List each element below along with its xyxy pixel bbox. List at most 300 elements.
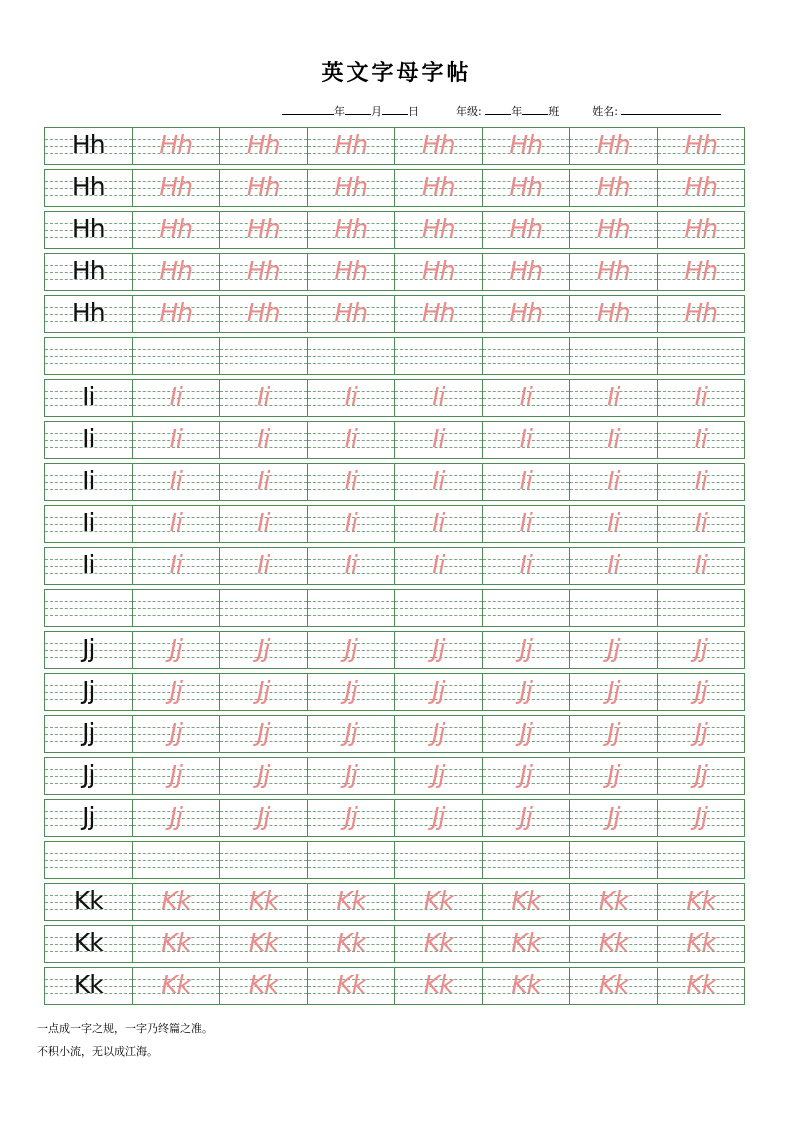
trace-cell[interactable] — [308, 380, 396, 416]
trace-cell[interactable] — [570, 170, 658, 206]
model-letter: Kk — [73, 886, 103, 915]
guide-line — [658, 356, 745, 357]
trace-letter: Hh — [596, 214, 630, 243]
trace-letter: Kk — [161, 886, 191, 915]
practice-grid — [44, 127, 745, 1009]
trace-letter: Ii — [257, 382, 270, 411]
trace-cell[interactable] — [658, 632, 745, 668]
trace-letter: Jj — [432, 634, 445, 663]
trace-cell[interactable] — [570, 758, 658, 794]
trace-cell[interactable] — [395, 464, 483, 500]
guide-line — [133, 615, 220, 616]
trace-cell[interactable] — [308, 464, 396, 500]
trace-cell[interactable] — [483, 296, 571, 332]
model-cell[interactable] — [45, 296, 133, 332]
model-letter: Ii — [82, 550, 95, 579]
trace-cell[interactable] — [308, 758, 396, 794]
trace-cell[interactable] — [483, 968, 571, 1004]
trace-letter: Ii — [432, 382, 445, 411]
trace-cell[interactable] — [395, 128, 483, 164]
trace-letter: Hh — [334, 214, 368, 243]
trace-letter: Hh — [509, 214, 543, 243]
trace-letter: Hh — [684, 172, 718, 201]
guide-line — [395, 356, 482, 357]
trace-letter: Jj — [344, 676, 357, 705]
trace-letter: Ii — [694, 382, 707, 411]
trace-cell[interactable] — [133, 716, 221, 752]
trace-letter: Hh — [421, 298, 455, 327]
footer-quote-1: 一点成一字之规，一字乃终篇之准。 — [37, 1022, 213, 1035]
trace-cell[interactable] — [658, 338, 745, 374]
trace-cell[interactable] — [658, 926, 745, 962]
guide-line — [658, 601, 745, 602]
trace-cell[interactable] — [395, 338, 483, 374]
guide-line — [220, 867, 307, 868]
model-cell[interactable] — [45, 380, 133, 416]
trace-cell[interactable] — [570, 842, 658, 878]
trace-cell[interactable] — [395, 380, 483, 416]
trace-cell[interactable] — [395, 926, 483, 962]
footer-quote-2: 不积小流，无以成江海。 — [37, 1045, 158, 1058]
trace-cell[interactable] — [658, 170, 745, 206]
guide-line — [45, 860, 132, 861]
trace-cell[interactable] — [133, 128, 221, 164]
trace-cell[interactable] — [133, 254, 221, 290]
model-cell[interactable] — [45, 884, 133, 920]
trace-cell[interactable] — [570, 212, 658, 248]
trace-cell[interactable] — [220, 590, 308, 626]
trace-cell[interactable] — [395, 632, 483, 668]
trace-cell[interactable] — [570, 884, 658, 920]
trace-letter: Hh — [246, 256, 280, 285]
trace-cell[interactable] — [483, 380, 571, 416]
model-cell[interactable] — [45, 968, 133, 1004]
trace-cell[interactable] — [308, 842, 396, 878]
trace-cell[interactable] — [658, 758, 745, 794]
trace-cell[interactable] — [570, 128, 658, 164]
trace-cell[interactable] — [483, 590, 571, 626]
model-cell[interactable] — [45, 674, 133, 710]
trace-cell[interactable] — [395, 548, 483, 584]
trace-cell[interactable] — [570, 800, 658, 836]
trace-cell[interactable] — [570, 254, 658, 290]
guide-line — [570, 867, 657, 868]
model-cell[interactable] — [45, 338, 133, 374]
trace-cell[interactable] — [308, 926, 396, 962]
trace-cell[interactable] — [308, 296, 396, 332]
trace-letter: Ii — [169, 550, 182, 579]
trace-cell[interactable] — [220, 968, 308, 1004]
trace-cell[interactable] — [308, 170, 396, 206]
trace-letter: Jj — [169, 760, 182, 789]
trace-cell[interactable] — [395, 212, 483, 248]
trace-letter: Kk — [598, 886, 628, 915]
trace-letter: Jj — [257, 718, 270, 747]
trace-letter: Hh — [159, 256, 193, 285]
trace-cell[interactable] — [308, 422, 396, 458]
trace-letter: Jj — [344, 718, 357, 747]
trace-cell[interactable] — [133, 506, 221, 542]
trace-cell[interactable] — [395, 590, 483, 626]
trace-cell[interactable] — [658, 800, 745, 836]
model-letter: Jj — [82, 802, 95, 831]
trace-cell[interactable] — [308, 506, 396, 542]
trace-cell[interactable] — [133, 170, 221, 206]
trace-cell[interactable] — [483, 212, 571, 248]
trace-cell[interactable] — [570, 548, 658, 584]
trace-cell[interactable] — [308, 590, 396, 626]
trace-cell[interactable] — [308, 212, 396, 248]
guide-line — [133, 349, 220, 350]
trace-cell[interactable] — [220, 464, 308, 500]
trace-cell[interactable] — [220, 926, 308, 962]
guide-line — [220, 356, 307, 357]
trace-cell[interactable] — [133, 464, 221, 500]
trace-cell[interactable] — [483, 632, 571, 668]
trace-cell[interactable] — [570, 590, 658, 626]
guide-line — [45, 867, 132, 868]
guide-line — [658, 349, 745, 350]
practice-row — [44, 379, 745, 417]
trace-letter: Hh — [159, 298, 193, 327]
trace-cell[interactable] — [570, 422, 658, 458]
trace-letter: Jj — [169, 718, 182, 747]
trace-letter: Kk — [511, 970, 541, 999]
trace-letter: Hh — [159, 172, 193, 201]
practice-row — [44, 547, 745, 585]
practice-row — [44, 463, 745, 501]
day-label: 日 — [408, 105, 419, 118]
trace-cell[interactable] — [570, 338, 658, 374]
model-cell[interactable] — [45, 464, 133, 500]
trace-cell[interactable] — [658, 884, 745, 920]
trace-cell[interactable] — [220, 254, 308, 290]
model-cell[interactable] — [45, 212, 133, 248]
trace-cell[interactable] — [308, 254, 396, 290]
trace-cell[interactable] — [658, 674, 745, 710]
day-blank[interactable] — [382, 103, 408, 115]
trace-cell[interactable] — [220, 842, 308, 878]
model-cell[interactable] — [45, 590, 133, 626]
guide-line — [220, 601, 307, 602]
trace-cell[interactable] — [220, 548, 308, 584]
trace-letter: Jj — [519, 760, 532, 789]
trace-cell[interactable] — [395, 506, 483, 542]
trace-cell[interactable] — [220, 170, 308, 206]
class-label: 班 — [548, 105, 560, 118]
trace-letter: Jj — [694, 802, 707, 831]
trace-letter: Ii — [344, 424, 357, 453]
month-blank[interactable] — [345, 103, 371, 115]
practice-row — [44, 883, 745, 921]
model-cell[interactable] — [45, 758, 133, 794]
trace-cell[interactable] — [570, 716, 658, 752]
trace-letter: Jj — [432, 718, 445, 747]
guide-line — [483, 853, 570, 854]
trace-letter: Hh — [421, 130, 455, 159]
trace-cell[interactable] — [658, 128, 745, 164]
trace-cell[interactable] — [133, 548, 221, 584]
trace-cell[interactable] — [483, 926, 571, 962]
trace-cell[interactable] — [308, 968, 396, 1004]
trace-cell[interactable] — [483, 254, 571, 290]
trace-cell[interactable] — [658, 590, 745, 626]
trace-cell[interactable] — [220, 674, 308, 710]
trace-letter: Ii — [432, 508, 445, 537]
model-letter: Jj — [82, 718, 95, 747]
guide-line — [395, 608, 482, 609]
trace-cell[interactable] — [220, 716, 308, 752]
guide-line — [220, 608, 307, 609]
trace-cell[interactable] — [483, 800, 571, 836]
trace-letter: Ii — [257, 466, 270, 495]
model-cell[interactable] — [45, 632, 133, 668]
trace-cell[interactable] — [658, 296, 745, 332]
trace-cell[interactable] — [658, 968, 745, 1004]
model-cell[interactable] — [45, 926, 133, 962]
model-letter: Kk — [73, 928, 103, 957]
trace-letter: Hh — [596, 172, 630, 201]
model-letter: Jj — [82, 634, 95, 663]
trace-cell[interactable] — [395, 254, 483, 290]
model-cell[interactable] — [45, 506, 133, 542]
trace-cell[interactable] — [395, 758, 483, 794]
trace-cell[interactable] — [220, 758, 308, 794]
trace-cell[interactable] — [483, 884, 571, 920]
trace-letter: Jj — [694, 634, 707, 663]
trace-cell[interactable] — [658, 548, 745, 584]
guide-line — [45, 601, 132, 602]
trace-cell[interactable] — [483, 506, 571, 542]
trace-cell[interactable] — [395, 170, 483, 206]
trace-cell[interactable] — [395, 296, 483, 332]
trace-letter: Hh — [509, 130, 543, 159]
trace-cell[interactable] — [395, 716, 483, 752]
trace-cell[interactable] — [395, 884, 483, 920]
trace-letter: Kk — [161, 928, 191, 957]
guide-line — [570, 601, 657, 602]
trace-letter: Jj — [432, 760, 445, 789]
trace-letter: Ii — [694, 508, 707, 537]
blank-practice-row — [44, 841, 745, 879]
trace-letter: Kk — [161, 970, 191, 999]
model-cell[interactable] — [45, 548, 133, 584]
trace-cell[interactable] — [658, 506, 745, 542]
trace-cell[interactable] — [483, 464, 571, 500]
trace-cell[interactable] — [133, 842, 221, 878]
trace-cell[interactable] — [220, 380, 308, 416]
name-blank[interactable] — [621, 103, 721, 115]
trace-cell[interactable] — [570, 674, 658, 710]
trace-cell[interactable] — [483, 674, 571, 710]
trace-letter: Hh — [246, 214, 280, 243]
practice-row — [44, 127, 745, 165]
guide-line — [570, 363, 657, 364]
model-letter: Kk — [73, 970, 103, 999]
grade-year-blank[interactable] — [485, 103, 511, 115]
model-letter: Ii — [82, 508, 95, 537]
trace-letter: Jj — [607, 634, 620, 663]
trace-cell[interactable] — [658, 464, 745, 500]
model-cell[interactable] — [45, 422, 133, 458]
trace-cell[interactable] — [220, 296, 308, 332]
trace-cell[interactable] — [658, 254, 745, 290]
trace-cell[interactable] — [395, 842, 483, 878]
trace-cell[interactable] — [133, 800, 221, 836]
trace-cell[interactable] — [133, 758, 221, 794]
trace-letter: Jj — [607, 676, 620, 705]
guide-line — [483, 356, 570, 357]
trace-cell[interactable] — [658, 422, 745, 458]
trace-cell[interactable] — [220, 212, 308, 248]
guide-line — [308, 349, 395, 350]
guide-line — [658, 853, 745, 854]
practice-row — [44, 253, 745, 291]
trace-cell[interactable] — [308, 716, 396, 752]
trace-letter: Kk — [686, 928, 716, 957]
trace-cell[interactable] — [133, 968, 221, 1004]
trace-cell[interactable] — [483, 758, 571, 794]
model-cell[interactable] — [45, 170, 133, 206]
trace-letter: Hh — [596, 298, 630, 327]
trace-cell[interactable] — [220, 800, 308, 836]
trace-cell[interactable] — [220, 422, 308, 458]
trace-cell[interactable] — [658, 212, 745, 248]
trace-letter: Ii — [607, 424, 620, 453]
trace-letter: Jj — [607, 718, 620, 747]
trace-cell[interactable] — [570, 464, 658, 500]
trace-cell[interactable] — [308, 128, 396, 164]
trace-cell[interactable] — [570, 926, 658, 962]
trace-cell[interactable] — [308, 674, 396, 710]
guide-line — [483, 608, 570, 609]
trace-letter: Kk — [598, 970, 628, 999]
trace-cell[interactable] — [133, 338, 221, 374]
trace-letter: Jj — [257, 634, 270, 663]
guide-line — [395, 349, 482, 350]
trace-cell[interactable] — [483, 422, 571, 458]
guide-line — [133, 608, 220, 609]
class-blank[interactable] — [522, 103, 548, 115]
guide-line — [483, 363, 570, 364]
trace-cell[interactable] — [133, 632, 221, 668]
trace-letter: Kk — [336, 970, 366, 999]
trace-cell[interactable] — [220, 884, 308, 920]
trace-letter: Ii — [169, 508, 182, 537]
trace-letter: Ii — [344, 466, 357, 495]
trace-cell[interactable] — [570, 296, 658, 332]
practice-row — [44, 967, 745, 1005]
year-blank[interactable] — [282, 103, 334, 115]
trace-letter: Jj — [257, 760, 270, 789]
model-letter: Hh — [71, 130, 105, 159]
trace-cell[interactable] — [483, 842, 571, 878]
trace-cell[interactable] — [570, 968, 658, 1004]
practice-row — [44, 295, 745, 333]
trace-cell[interactable] — [658, 842, 745, 878]
model-cell[interactable] — [45, 128, 133, 164]
trace-cell[interactable] — [483, 716, 571, 752]
trace-cell[interactable] — [133, 926, 221, 962]
trace-cell[interactable] — [570, 506, 658, 542]
trace-letter: Ii — [519, 424, 532, 453]
trace-cell[interactable] — [308, 884, 396, 920]
trace-letter: Jj — [344, 760, 357, 789]
blank-practice-row — [44, 337, 745, 375]
trace-letter: Hh — [421, 214, 455, 243]
trace-cell[interactable] — [308, 800, 396, 836]
trace-letter: Ii — [694, 550, 707, 579]
model-cell[interactable] — [45, 716, 133, 752]
trace-letter: Kk — [248, 928, 278, 957]
guide-line — [483, 860, 570, 861]
trace-cell[interactable] — [133, 590, 221, 626]
practice-row — [44, 715, 745, 753]
trace-cell[interactable] — [308, 338, 396, 374]
trace-cell[interactable] — [133, 380, 221, 416]
page-title: 英文字母字帖 — [321, 60, 472, 86]
trace-letter: Hh — [334, 172, 368, 201]
trace-letter: Jj — [344, 802, 357, 831]
guide-line — [658, 867, 745, 868]
trace-cell[interactable] — [658, 716, 745, 752]
model-cell[interactable] — [45, 800, 133, 836]
trace-cell[interactable] — [308, 632, 396, 668]
trace-cell[interactable] — [483, 548, 571, 584]
trace-cell[interactable] — [395, 968, 483, 1004]
trace-cell[interactable] — [395, 422, 483, 458]
trace-cell[interactable] — [133, 296, 221, 332]
trace-cell[interactable] — [570, 632, 658, 668]
trace-cell[interactable] — [220, 632, 308, 668]
guide-line — [45, 608, 132, 609]
guide-line — [308, 860, 395, 861]
trace-cell[interactable] — [220, 506, 308, 542]
trace-cell[interactable] — [220, 338, 308, 374]
trace-cell[interactable] — [133, 884, 221, 920]
trace-letter: Jj — [257, 676, 270, 705]
trace-letter: Kk — [423, 928, 453, 957]
trace-letter: Jj — [694, 760, 707, 789]
trace-cell[interactable] — [133, 212, 221, 248]
trace-cell[interactable] — [483, 338, 571, 374]
trace-cell[interactable] — [308, 548, 396, 584]
trace-cell[interactable] — [133, 674, 221, 710]
trace-letter: Jj — [519, 634, 532, 663]
trace-cell[interactable] — [658, 380, 745, 416]
trace-cell[interactable] — [395, 800, 483, 836]
trace-cell[interactable] — [483, 128, 571, 164]
model-letter: Ii — [82, 382, 95, 411]
practice-row — [44, 757, 745, 795]
trace-cell[interactable] — [395, 674, 483, 710]
trace-cell[interactable] — [133, 422, 221, 458]
trace-letter: Ii — [432, 466, 445, 495]
trace-letter: Ii — [344, 382, 357, 411]
header-info — [282, 103, 721, 119]
model-cell[interactable] — [45, 842, 133, 878]
trace-letter: Jj — [694, 676, 707, 705]
trace-letter: Hh — [246, 130, 280, 159]
guide-line — [133, 363, 220, 364]
practice-row — [44, 169, 745, 207]
guide-line — [570, 349, 657, 350]
trace-cell[interactable] — [570, 380, 658, 416]
trace-cell[interactable] — [220, 128, 308, 164]
model-cell[interactable] — [45, 254, 133, 290]
trace-cell[interactable] — [483, 170, 571, 206]
model-letter: Hh — [71, 214, 105, 243]
